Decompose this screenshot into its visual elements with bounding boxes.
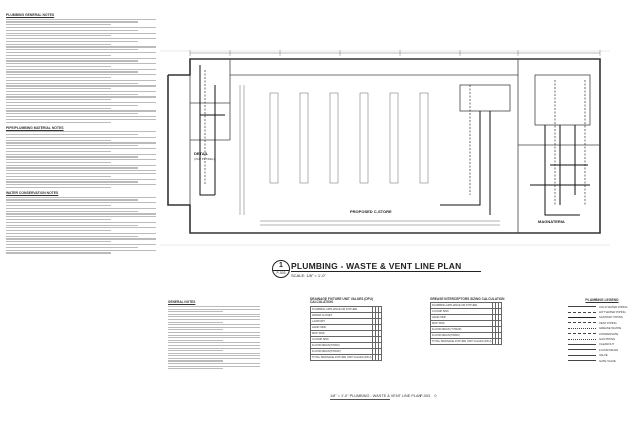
footer-underline xyxy=(330,399,390,400)
legend-row xyxy=(568,358,636,363)
table-cell: 3-COMP SINK xyxy=(431,309,493,315)
table-cell: 3-COMP SINK xyxy=(311,336,373,342)
drainage-table-grid xyxy=(310,306,382,361)
legend-label: GAS PIPING xyxy=(599,337,616,342)
table-cell: HAND SINK xyxy=(431,315,493,321)
sanitary-line-icon xyxy=(568,317,596,318)
footer-sheet-number xyxy=(420,394,437,398)
room-label-magnateria: MAGNATERIA xyxy=(538,219,565,224)
vent-piping-dashed xyxy=(205,70,585,205)
water-conservation-notes-body xyxy=(6,197,156,254)
legend-label: VALVE xyxy=(599,353,608,358)
cleanout-icon xyxy=(568,344,596,345)
table-cell: HAND SINK xyxy=(311,324,373,330)
waste-vent-piping xyxy=(200,65,590,215)
condensate-line-icon xyxy=(568,333,596,334)
legend-label: CONDENSATE xyxy=(599,331,619,336)
legend-label: SANITARY PIPING xyxy=(599,315,623,320)
hot-water-line-icon xyxy=(568,312,596,313)
footer-sheet: P-003 xyxy=(420,394,431,398)
interior-walls xyxy=(190,59,600,233)
detail-sheet-ref: P-003 xyxy=(273,270,289,275)
general-notes xyxy=(168,300,260,371)
plumbing-general-notes-body xyxy=(6,19,156,123)
grease-table-caption: GREASE INTERCEPTORS SIZING CALCULATION xyxy=(430,297,505,301)
room-label-detail: DETAIL xyxy=(194,151,209,156)
gas-line-icon xyxy=(568,339,596,340)
table-cell: MOP SINK xyxy=(311,330,373,336)
legend-label: GREASE WASTE xyxy=(599,326,622,331)
water-conservation-notes-title: WATER CONSERVATION NOTES xyxy=(6,191,59,196)
notes-column xyxy=(6,10,156,255)
gate-valve-icon xyxy=(568,360,596,361)
legend-label: CLEANOUT xyxy=(599,342,615,347)
legend-label: GATE VALVE xyxy=(599,358,616,363)
drainage-table-caption: DRAINAGE FIXTURE UNIT VALUES (DFU) CALCULATION xyxy=(310,297,373,305)
plan-grid-lines xyxy=(160,51,610,245)
plan-title: PLUMBING - WASTE & VENT LINE PLAN xyxy=(291,261,462,271)
cold-water-line-icon xyxy=(568,306,596,307)
drainage-dfu-table xyxy=(310,298,385,361)
legend-title: PLUMBING LEGEND xyxy=(585,298,619,302)
detail-bubble xyxy=(272,260,290,278)
grease-waste-line-icon xyxy=(568,328,596,329)
table-cell: MOP SINK xyxy=(431,321,493,327)
plan-scale: SCALE: 1/8" = 1'-0" xyxy=(291,272,326,278)
table-cell: PLUMBING APPLIANCE OR FIXTURE xyxy=(431,303,493,309)
table-cell: LAVATORY xyxy=(311,318,373,324)
floor-plan-drawing xyxy=(160,45,610,250)
general-notes-title: GENERAL NOTES xyxy=(168,300,196,304)
shelving-fixtures xyxy=(240,85,500,225)
table-cell: WATER CLOSET xyxy=(311,312,373,318)
pipe-material-notes-title: PIPE/PLUMBING MATERIAL NOTES xyxy=(6,125,64,130)
table-row xyxy=(311,354,382,360)
valve-icon xyxy=(568,355,596,356)
table-cell: TOTAL DRAINAGE FIXTURE UNIT VALUES (DFU) xyxy=(312,355,372,359)
floor-drain-icon xyxy=(568,349,596,350)
detail-number: 1 xyxy=(279,262,283,269)
table-cell: FLOOR DRAIN(T/TRAP) xyxy=(311,348,373,354)
room-label-c-store: PROPOSED C-STORE xyxy=(350,209,392,214)
grease-interceptor-table xyxy=(430,298,530,345)
table-cell: FLOOR DRAIN (T/TRAP) xyxy=(431,327,493,333)
table-row xyxy=(431,339,502,345)
vent-line-icon xyxy=(568,322,596,323)
table-cell: FLOOR DRAIN(T/SINK) xyxy=(431,333,493,339)
table-cell: FLOOR DRAIN(T/SINK) xyxy=(311,342,373,348)
legend-label: FLOOR DRAIN xyxy=(599,347,619,352)
grease-table-grid xyxy=(430,302,502,345)
pipe-material-notes-body xyxy=(6,131,156,188)
table-cell: TOTAL DRAINAGE FIXTURE UNIT VALUES (DFU) xyxy=(432,340,492,344)
legend-label: HOT WATER PIPING xyxy=(599,310,626,315)
legend-label: COLD WATER PIPING xyxy=(599,304,628,309)
plumbing-legend xyxy=(568,298,636,363)
footer-detail: 0 xyxy=(434,394,437,398)
table-cell: PLUMBING APPLIANCE OR FIXTURE xyxy=(311,306,373,312)
legend-label: VENT PIPING xyxy=(599,320,617,325)
plumbing-general-notes-title: PLUMBING GENERAL NOTES xyxy=(6,13,55,17)
room-sublabel-detail: (VAN PLT/DEL) xyxy=(194,157,215,161)
footer-plan-label: 1/8" = 1'-0" PLUMBING - WASTE & VENT LINE PLAN xyxy=(330,394,422,398)
